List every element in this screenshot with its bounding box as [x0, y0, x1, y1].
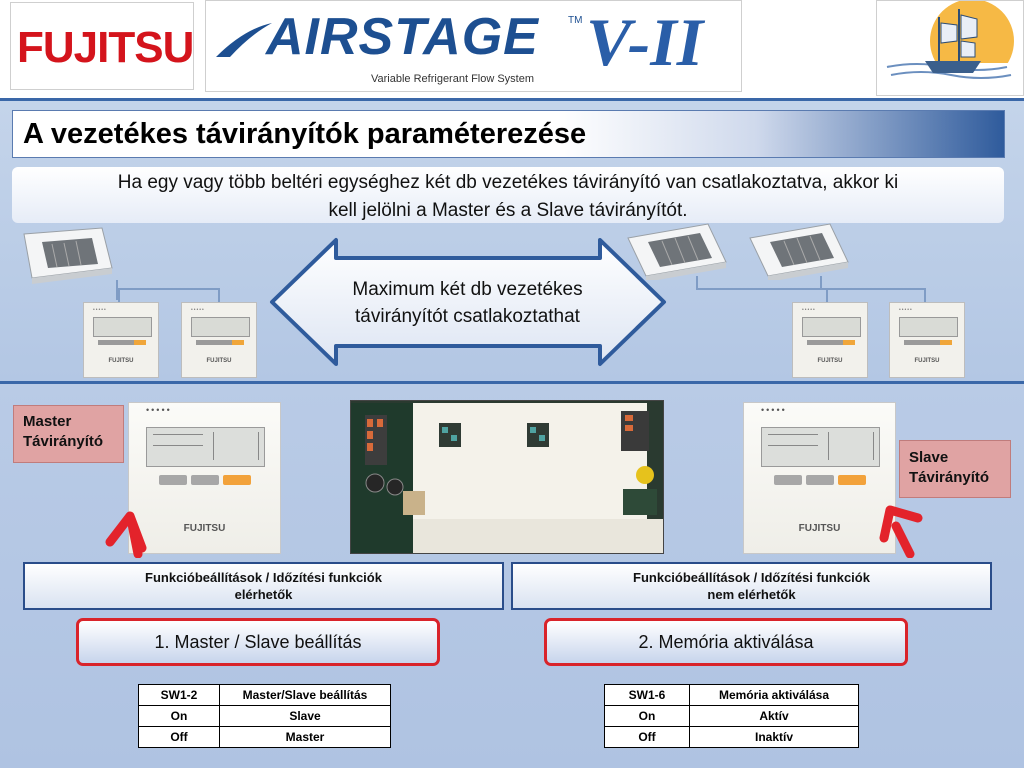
step-2-text: 2. Memória aktiválása	[638, 632, 814, 652]
red-arrow-icon	[874, 504, 930, 558]
slide-title-bar	[12, 110, 1005, 158]
table-cell: On	[139, 706, 220, 727]
remote-brand: FUJITSU	[183, 523, 226, 534]
red-arrow-icon	[98, 504, 154, 558]
arrow-text	[305, 276, 630, 330]
swoosh-icon	[214, 19, 274, 59]
table-header-row	[139, 685, 391, 706]
airstage-version: V-II	[586, 4, 704, 80]
table-row	[139, 706, 391, 727]
mini-remote-controller: ••••• FUJITSU	[889, 302, 965, 378]
table-cell: Aktív	[690, 706, 859, 727]
func-right-line-2: nem elérhetők	[707, 587, 796, 602]
wire	[118, 288, 120, 302]
table-cell: Inaktív	[690, 727, 859, 748]
intro-text	[12, 167, 1004, 223]
table-header-cell: SW1-6	[605, 685, 690, 706]
table-header-row	[605, 685, 859, 706]
master-label	[13, 405, 124, 463]
step-master-slave	[76, 618, 440, 666]
wire	[118, 288, 220, 290]
func-left-line-1: Funkcióbeállítások / Időzítési funkciók	[145, 570, 382, 585]
step-1-text: 1. Master / Slave beállítás	[154, 632, 362, 652]
func-left-line-2: elérhetők	[234, 587, 293, 602]
remote-brand: FUJITSU	[108, 358, 134, 364]
airstage-tm: TM	[568, 15, 583, 26]
func-unavailable-box	[511, 562, 992, 610]
table-cell: Off	[139, 727, 220, 748]
table-cell: Slave	[220, 706, 391, 727]
pcb-photo	[350, 400, 664, 554]
arrow-line-2: távirányítót csatlakoztathat	[355, 306, 580, 327]
intro-line-2: kell jelölni a Master és a Slave távirányítót.	[328, 200, 688, 221]
indoor-cassette-unit-icon	[744, 222, 850, 280]
master-remote-controller: ••••• FUJITSU	[128, 402, 281, 554]
wire	[696, 288, 926, 290]
airstage-logo	[205, 0, 742, 92]
sw1-6-table	[604, 684, 859, 748]
table-header-cell: SW1-2	[139, 685, 220, 706]
table-row	[139, 727, 391, 748]
wire	[924, 288, 926, 302]
arrow-line-1: Maximum két db vezetékes	[352, 279, 583, 300]
table-cell: Off	[605, 727, 690, 748]
sw1-2-table	[138, 684, 391, 748]
slave-label-line-2: Távirányító	[909, 469, 990, 486]
ship-sun-icon	[877, 1, 1023, 95]
airstage-logo-text: AIRSTAGE	[266, 8, 539, 66]
fujitsu-logo	[10, 2, 194, 90]
airstage-subtitle: Variable Refrigerant Flow System	[371, 73, 535, 85]
master-label-line-2: Távirányító	[23, 433, 104, 450]
remote-brand: FUJITSU	[817, 358, 843, 364]
table-header-cell: Memória aktiválása	[690, 685, 859, 706]
mini-remote-controller: ••••• FUJITSU	[181, 302, 257, 378]
mini-remote-controller: ••••• FUJITSU	[83, 302, 159, 378]
ship-logo	[876, 0, 1024, 96]
remote-brand: FUJITSU	[914, 358, 940, 364]
master-label-line-1: Master	[23, 413, 72, 430]
indoor-cassette-unit-icon	[622, 222, 728, 280]
func-right-line-1: Funkcióbeállítások / Időzítési funkciók	[633, 570, 870, 585]
wire	[218, 288, 220, 302]
func-available-box	[23, 562, 504, 610]
remote-brand: FUJITSU	[798, 523, 841, 534]
step-memory	[544, 618, 908, 666]
remote-brand: FUJITSU	[206, 358, 232, 364]
table-row	[605, 706, 859, 727]
table-header-cell: Master/Slave beállítás	[220, 685, 391, 706]
intro-line-1: Ha egy vagy több beltéri egységhez két db vezetékes távirányító van csatlakoztatva, akkor ki	[117, 172, 899, 193]
fujitsu-logo-text: FUJITSU	[17, 23, 194, 72]
slave-remote-controller: ••••• FUJITSU	[743, 402, 896, 554]
table-row	[605, 727, 859, 748]
table-cell: On	[605, 706, 690, 727]
mini-remote-controller: ••••• FUJITSU	[792, 302, 868, 378]
slave-label	[899, 440, 1011, 498]
table-cell: Master	[220, 727, 391, 748]
slide-title: A vezetékes távirányítók paraméterezése	[23, 118, 587, 150]
circuit-board-icon	[351, 401, 664, 554]
slave-label-line-1: Slave	[909, 449, 949, 466]
wire	[826, 288, 828, 302]
indoor-cassette-unit-icon	[12, 226, 114, 284]
